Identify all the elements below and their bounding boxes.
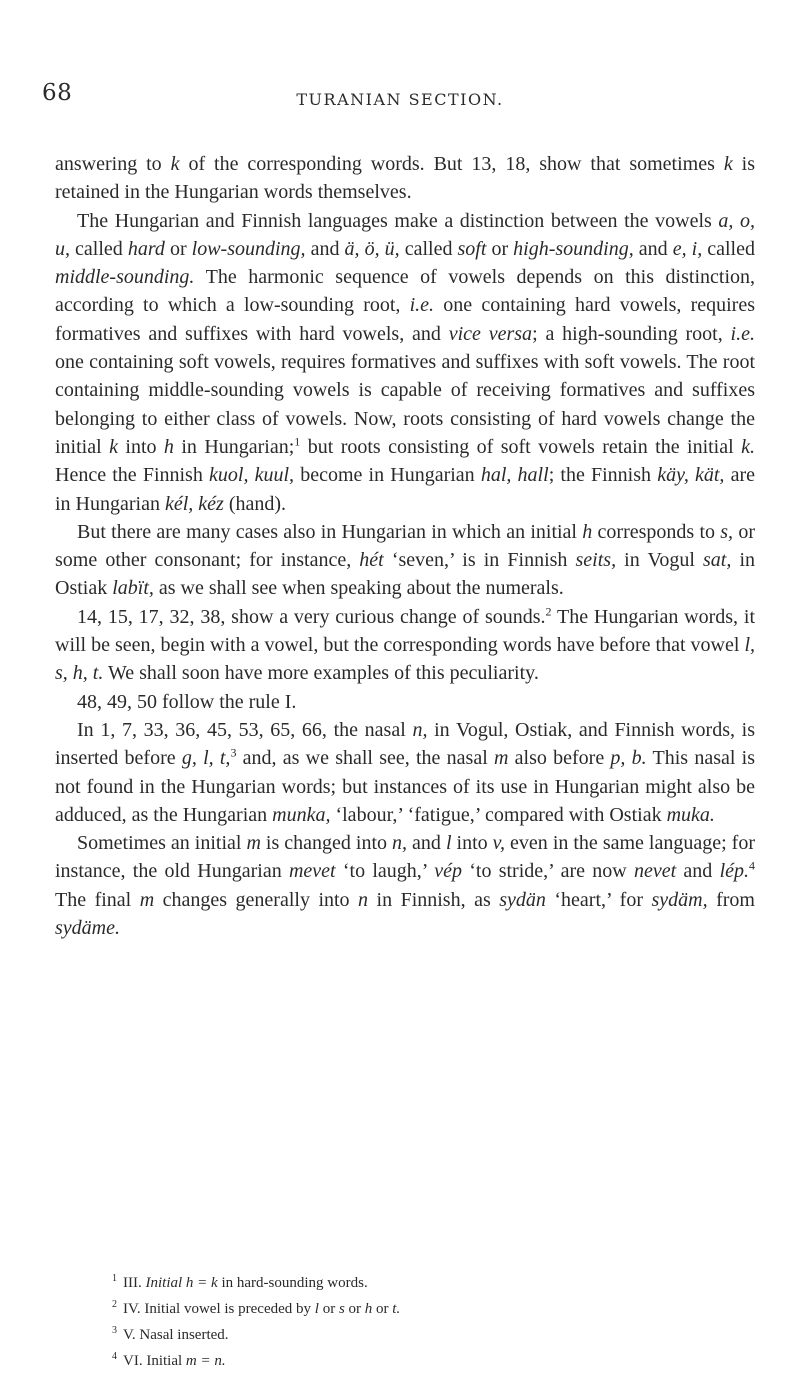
italic-text: käy, kät,: [657, 464, 725, 487]
footnote-number: 2: [112, 1299, 117, 1310]
text-run: Sometimes an initial: [77, 832, 247, 855]
paragraph: [55, 829, 755, 942]
italic-text: i.e.: [730, 322, 755, 345]
text-run: or some other consonant; for instance,: [55, 520, 755, 572]
paragraph: [55, 150, 755, 207]
text-run: The Hungarian words, it will be seen, begin with a vowel, but the corresponding words have before that vowel: [55, 605, 756, 657]
italic-text: e, i,: [672, 237, 703, 260]
paragraph: [55, 518, 755, 603]
text-run: also before: [508, 747, 611, 770]
footnote: [112, 1320, 752, 1346]
italic-text: sydäme.: [55, 917, 120, 940]
italic-text: sydän: [499, 888, 546, 911]
footnote-ref: 4: [749, 858, 755, 873]
text-run: 48, 49, 50 follow the rule I.: [77, 690, 297, 713]
italic-text: l, s, h, t.: [55, 634, 755, 685]
italic-text: mevet: [288, 860, 336, 883]
text-run: or: [486, 237, 514, 260]
italic-text: hal, hall: [480, 464, 549, 487]
text-run: ; a high-sounding root,: [532, 322, 731, 345]
text-run: ; the Finnish: [548, 464, 658, 487]
text-run: or: [318, 1301, 339, 1317]
text-run: in hard-sounding words.: [217, 1275, 368, 1291]
text-run: become in Hungarian: [294, 464, 481, 487]
italic-text: kél, kéz: [164, 492, 224, 515]
text-run: But there are many cases also in Hungarian in which an initial: [77, 520, 583, 543]
italic-text: n,: [412, 718, 428, 741]
text-run: and: [407, 832, 446, 855]
italic-text: high-sounding,: [513, 237, 634, 260]
footnote-ref: 2: [545, 604, 552, 619]
text-run: from: [707, 888, 755, 911]
text-run: and: [676, 860, 720, 883]
text-run: one containing soft vowels, requires formatives and suffixes with soft vowels. The root containing middle-sounding vowels is capable of receiving formatives and suffixes belonging to either class of vowels. Now, roots consisting of hard vowels change the initial: [55, 351, 755, 458]
italic-text: sat,: [703, 549, 732, 572]
italic-text: hét: [359, 549, 384, 572]
text-run: are in Hungarian: [55, 464, 756, 515]
italic-text: vép: [434, 860, 462, 883]
text-run: or: [372, 1301, 393, 1317]
italic-text: low-sounding,: [191, 237, 306, 260]
italic-text: n: [358, 888, 369, 911]
footnote-ref: 1: [294, 434, 301, 449]
footnote: [112, 1346, 752, 1372]
text-run: in Vogul, Ostiak, and Finnish words, is inserted before: [55, 718, 756, 770]
footnote-number: 4: [112, 1351, 117, 1362]
italic-text: l: [314, 1301, 319, 1317]
italic-text: t.: [392, 1301, 401, 1317]
italic-text: m = n.: [185, 1353, 226, 1369]
italic-text: vice versa: [448, 322, 533, 345]
text-run: ‘to stride,’ are now: [461, 860, 634, 883]
paragraph: [55, 716, 755, 829]
text-run: The harmonic sequence of vowels depends on this distinction, according to which a low-sounding root,: [55, 266, 755, 317]
text-run: but roots consisting of soft vowels retain the initial: [300, 435, 742, 458]
text-run: This nasal is not found in the Hungarian words; but instances of its use in Hungarian might also be adduced, as the Hungarian: [55, 747, 755, 826]
italic-text: a, o, u,: [55, 209, 755, 260]
text-run: changes generally into: [154, 888, 359, 911]
text-run: or: [344, 1301, 365, 1317]
italic-text: middle-sounding.: [55, 266, 195, 289]
italic-text: s,: [720, 520, 734, 543]
text-run: of the corresponding words. But 13, 18, show that sometimes: [179, 153, 724, 175]
text-run: in Ostiak: [55, 549, 755, 600]
italic-text: h: [364, 1301, 373, 1317]
italic-text: v,: [492, 832, 506, 855]
text-run: IV. Initial vowel is preceded by: [123, 1301, 315, 1317]
footnote: [112, 1268, 752, 1294]
text-run: into: [117, 435, 164, 458]
text-run: in Finnish, as: [368, 888, 500, 911]
text-run: is retained in the Hungarian words themselves.: [55, 153, 755, 204]
text-run: III.: [123, 1275, 146, 1291]
text-run: and: [305, 237, 345, 260]
text-run: ‘to laugh,’: [335, 860, 435, 883]
text-run: ‘heart,’ for: [545, 888, 652, 911]
footnotes: [112, 1268, 752, 1372]
footnote-ref: 3: [230, 745, 237, 760]
text-run: and, as we shall see, the nasal: [236, 747, 494, 770]
text-run: called: [70, 237, 128, 260]
text-run: ‘labour,’ ‘fatigue,’ compared with Ostiak: [330, 803, 667, 826]
paragraph: [55, 603, 755, 688]
italic-text: l: [445, 832, 452, 855]
italic-text: k: [723, 153, 733, 175]
italic-text: p, b.: [610, 747, 647, 770]
italic-text: i.e.: [409, 294, 435, 317]
text-run: called: [702, 237, 755, 260]
italic-text: h: [582, 520, 593, 543]
italic-text: munka,: [272, 803, 331, 826]
text-run: In 1, 7, 33, 36, 45, 53, 65, 66, the nasal: [77, 718, 413, 741]
text-run: The final: [55, 888, 140, 911]
text-run: corresponds to: [592, 520, 721, 543]
italic-text: k.: [741, 435, 755, 458]
italic-text: s: [338, 1301, 345, 1317]
text-run: as we shall see when speaking about the numerals.: [153, 577, 564, 600]
italic-text: nevet: [633, 860, 677, 883]
italic-text: Initial h = k: [145, 1275, 218, 1291]
text-run: We shall soon have more examples of this peculiarity.: [103, 662, 539, 685]
page-number: 68: [42, 80, 73, 106]
italic-text: ä, ö, ü,: [344, 237, 400, 260]
text-run: and: [633, 237, 673, 260]
text-run: into: [451, 832, 493, 855]
italic-text: sydäm,: [651, 888, 708, 911]
footnote: [112, 1294, 752, 1320]
paragraph: [55, 207, 755, 518]
text-run: VI. Initial: [123, 1353, 186, 1369]
text-run: Hence the Finnish: [55, 464, 210, 487]
italic-text: k: [170, 153, 180, 175]
italic-text: m: [139, 888, 155, 911]
text-run: even in the same language; for instance, the old Hungarian: [55, 832, 755, 883]
italic-text: seits,: [575, 549, 617, 572]
body-text: [55, 150, 755, 942]
text-run: one containing hard vowels, requires formatives and suffixes with hard vowels, and: [55, 294, 756, 345]
italic-text: kuol, kuul,: [209, 464, 295, 487]
italic-text: m: [493, 747, 509, 770]
footnote-number: 1: [112, 1273, 117, 1284]
text-run: in Vogul: [616, 549, 703, 572]
text-run: V. Nasal inserted.: [123, 1327, 229, 1343]
text-run: The Hungarian and Finnish languages make a distinction between the vowels: [77, 209, 719, 232]
text-run: called: [399, 237, 458, 260]
italic-text: k: [109, 435, 118, 458]
paragraph: [55, 688, 755, 716]
italic-text: h: [163, 435, 174, 458]
italic-text: lép.: [719, 860, 749, 883]
text-run: or: [164, 237, 192, 260]
text-run: is changed into: [260, 832, 393, 855]
italic-text: muka.: [666, 803, 715, 826]
text-run: 14, 15, 17, 32, 38, show a very curious change of sounds.: [77, 605, 546, 628]
italic-text: soft: [457, 237, 487, 260]
text-run: answering to: [55, 153, 171, 175]
running-title: TURANIAN SECTION.: [296, 90, 504, 109]
italic-text: g, l, t,: [181, 747, 231, 770]
footnote-number: 3: [112, 1325, 117, 1336]
text-run: ‘seven,’ is in Finnish: [383, 549, 576, 572]
italic-text: m: [246, 832, 261, 855]
italic-text: n,: [392, 832, 408, 855]
italic-text: labït,: [112, 577, 154, 600]
italic-text: hard: [127, 237, 165, 260]
text-run: (hand).: [223, 492, 287, 515]
text-run: in Hungarian;: [173, 435, 295, 458]
